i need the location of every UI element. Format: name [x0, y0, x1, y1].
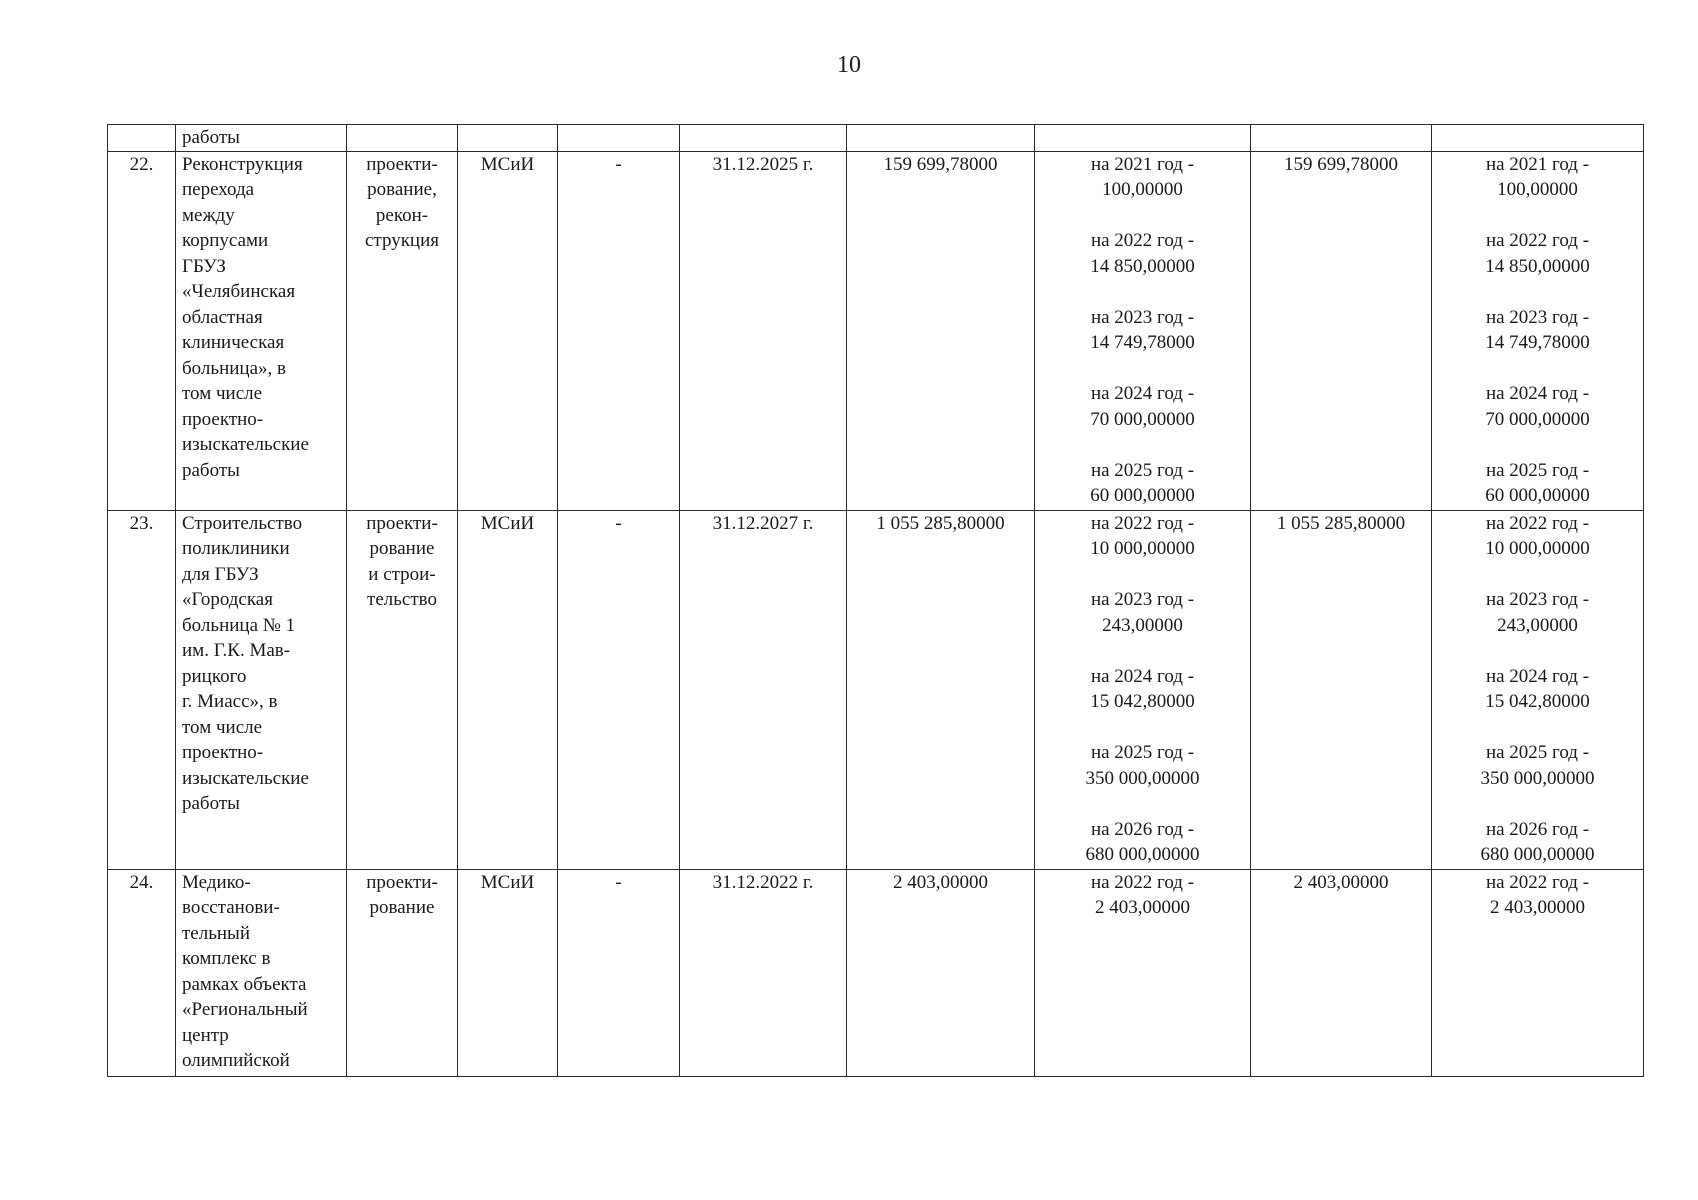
table-row [108, 869, 1644, 1076]
year-amount: 60 000,00000 [1485, 485, 1590, 506]
cell-date: 31.12.2025 г. [680, 151, 847, 510]
year-label: на 2022 год - [1485, 230, 1590, 251]
cell-total-2: 159 699,78000 [1251, 151, 1432, 510]
name-line: рицкого [182, 665, 247, 687]
year-label: на 2026 год - [1090, 818, 1195, 840]
year-label: на 2022 год - [1485, 512, 1590, 534]
cell-dash [558, 125, 680, 152]
year-label: на 2023 год - [1485, 306, 1590, 328]
stage-line: струкция [364, 230, 440, 251]
cell-total: 2 403,00000 [847, 869, 1035, 1076]
year-label: на 2024 год - [1485, 665, 1590, 687]
year-funding-entry [1438, 817, 1637, 868]
cell-customer: МСиИ [458, 151, 558, 510]
year-amount: 15 042,80000 [1485, 691, 1590, 712]
year-label: на 2022 год - [1090, 512, 1195, 534]
cell-years [1035, 125, 1251, 152]
cell-dash: - [558, 510, 680, 869]
year-amount: 14 850,00000 [1485, 255, 1590, 277]
name-line: «Региональный [182, 999, 308, 1020]
year-funding-entry [1438, 740, 1637, 791]
cell-total [847, 125, 1035, 152]
name-line: Реконструкция [182, 153, 303, 175]
name-line: для ГБУЗ [182, 563, 259, 585]
name-line: проектно- [182, 742, 264, 763]
year-amount: 15 042,80000 [1090, 691, 1195, 712]
name-line: Строительство [182, 512, 303, 534]
stage-line: рование [369, 897, 435, 918]
year-funding-entry [1438, 228, 1637, 279]
name-line: центр [182, 1024, 229, 1046]
name-line: «Городская [182, 589, 273, 610]
name-line: том числе [182, 383, 263, 404]
year-amount: 70 000,00000 [1485, 408, 1590, 430]
name-line: том числе [182, 716, 263, 738]
name-line: между [182, 204, 235, 226]
cell-years [1035, 151, 1251, 510]
year-amount: 70 000,00000 [1090, 408, 1195, 430]
cell-stage [347, 510, 458, 869]
cell-customer: МСиИ [458, 869, 558, 1076]
cell-name [176, 869, 347, 1076]
year-amount: 60 000,00000 [1090, 485, 1195, 506]
name-line: проектно- [182, 408, 264, 430]
stage-line: рекон- [375, 204, 429, 226]
year-amount: 100,00000 [1497, 179, 1578, 200]
year-label: на 2023 год - [1485, 589, 1590, 610]
year-funding-entry [1438, 511, 1637, 562]
cell-date: 31.12.2022 г. [680, 869, 847, 1076]
cell-num: 23. [108, 510, 176, 869]
name-line: «Челябинская [182, 281, 296, 302]
name-line: областная [182, 306, 263, 328]
year-amount: 680 000,00000 [1480, 844, 1595, 865]
year-amount: 10 000,00000 [1485, 538, 1590, 559]
name-line: работы [182, 793, 240, 814]
cell-years [1035, 869, 1251, 1076]
year-funding-entry [1041, 664, 1244, 715]
cell-years-2 [1432, 151, 1644, 510]
cell-years-2 [1432, 125, 1644, 152]
name-line: корпусами [182, 230, 269, 251]
year-funding-entry [1041, 740, 1244, 791]
cell-total-2: 1 055 285,80000 [1251, 510, 1432, 869]
name-line: олимпийской [182, 1050, 290, 1071]
cell-date: 31.12.2027 г. [680, 510, 847, 869]
year-label: на 2024 год - [1090, 383, 1195, 404]
year-funding-entry [1438, 458, 1637, 509]
cell-dash: - [558, 151, 680, 510]
year-funding-entry [1041, 228, 1244, 279]
year-label: на 2025 год - [1090, 459, 1195, 481]
cell-customer [458, 125, 558, 152]
year-label: на 2022 год - [1485, 871, 1590, 893]
year-funding-entry [1041, 817, 1244, 868]
stage-line: проекти- [366, 871, 438, 893]
year-funding-entry [1041, 305, 1244, 356]
cell-num [108, 125, 176, 152]
name-line: больница», в [182, 357, 286, 379]
year-funding-entry [1438, 870, 1637, 921]
stage-line: проекти- [366, 153, 438, 175]
name-line: комплекс в [182, 948, 271, 969]
cell-customer: МСиИ [458, 510, 558, 869]
year-amount: 10 000,00000 [1090, 538, 1195, 559]
year-amount: 14 749,78000 [1090, 332, 1195, 353]
year-label: на 2026 год - [1485, 818, 1590, 840]
stage-line: тельство [367, 589, 437, 610]
year-label: на 2021 год - [1090, 153, 1195, 175]
year-amount: 14 850,00000 [1090, 255, 1195, 277]
cell-name [176, 151, 347, 510]
name-line: изыскательские [182, 434, 309, 455]
year-label: на 2025 год - [1090, 742, 1195, 763]
year-funding-entry [1041, 511, 1244, 562]
year-funding-entry [1041, 458, 1244, 509]
year-label: на 2025 год - [1485, 459, 1590, 481]
name-line: изыскательские [182, 767, 309, 789]
year-amount: 350 000,00000 [1085, 767, 1200, 789]
year-funding-entry [1438, 664, 1637, 715]
name-tail: работы [182, 127, 240, 148]
name-line: тельный [182, 922, 250, 944]
cell-stage [347, 869, 458, 1076]
name-line: клиническая [182, 332, 285, 353]
page-number: 10 [837, 52, 861, 78]
year-funding-entry [1438, 587, 1637, 638]
cell-stage [347, 151, 458, 510]
year-label: на 2024 год - [1090, 665, 1195, 687]
name-line: им. Г.К. Мав- [182, 640, 291, 661]
name-line: перехода [182, 179, 255, 200]
cell-num: 24. [108, 869, 176, 1076]
cell-dash: - [558, 869, 680, 1076]
cell-stage [347, 125, 458, 152]
year-amount: 243,00000 [1102, 614, 1183, 636]
year-amount: 2 403,00000 [1490, 897, 1585, 918]
cell-name [176, 125, 347, 152]
year-label: на 2022 год - [1090, 871, 1195, 893]
name-line: г. Миасс», в [182, 691, 278, 712]
name-line: работы [182, 459, 240, 481]
year-label: на 2023 год - [1090, 589, 1195, 610]
year-amount: 243,00000 [1497, 614, 1578, 636]
year-funding-entry [1438, 381, 1637, 432]
name-line: ГБУЗ [182, 255, 226, 277]
year-funding-entry [1041, 587, 1244, 638]
table-row [108, 151, 1644, 510]
year-label: на 2025 год - [1485, 742, 1590, 763]
year-amount: 14 749,78000 [1485, 332, 1590, 353]
cell-years-2 [1432, 510, 1644, 869]
year-funding-entry [1041, 870, 1244, 921]
year-label: на 2022 год - [1090, 230, 1195, 251]
year-funding-entry [1041, 152, 1244, 203]
year-amount: 350 000,00000 [1480, 767, 1595, 789]
cell-date [680, 125, 847, 152]
cell-years [1035, 510, 1251, 869]
stage-line: рование, [367, 179, 437, 200]
name-line: восстанови- [182, 897, 280, 918]
investment-objects-table [107, 124, 1644, 1077]
name-line: рамках объекта [182, 973, 307, 995]
year-funding-entry [1041, 381, 1244, 432]
year-label: на 2021 год - [1485, 153, 1590, 175]
cell-total-2: 2 403,00000 [1251, 869, 1432, 1076]
year-funding-entry [1438, 152, 1637, 203]
cell-name [176, 510, 347, 869]
cell-total-2 [1251, 125, 1432, 152]
table-row-continued [108, 125, 1644, 152]
year-amount: 680 000,00000 [1085, 844, 1200, 865]
name-line: поликлиники [182, 538, 290, 559]
cell-total: 159 699,78000 [847, 151, 1035, 510]
name-line: больница № 1 [182, 614, 296, 636]
year-amount: 2 403,00000 [1095, 897, 1190, 918]
year-amount: 100,00000 [1102, 179, 1183, 200]
table-row [108, 510, 1644, 869]
year-label: на 2023 год - [1090, 306, 1195, 328]
year-label: на 2024 год - [1485, 383, 1590, 404]
name-line: Медико- [182, 871, 251, 893]
year-funding-entry [1438, 305, 1637, 356]
cell-years-2 [1432, 869, 1644, 1076]
stage-line: проекти- [366, 512, 438, 534]
stage-line: рование [369, 538, 435, 559]
cell-total: 1 055 285,80000 [847, 510, 1035, 869]
stage-line: и строи- [368, 563, 436, 585]
cell-num: 22. [108, 151, 176, 510]
